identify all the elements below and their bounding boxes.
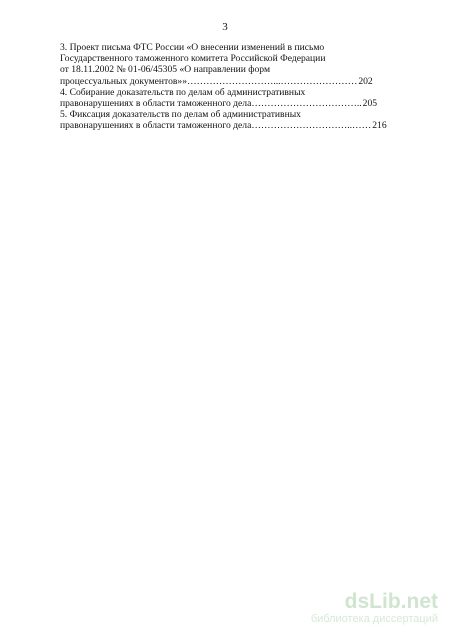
toc-entry-line: правонарушениях в области таможенного дела…………………………….. [60, 98, 362, 110]
page-number: 3 [222, 21, 228, 33]
toc-entry-last-line [60, 98, 416, 109]
toc-entry-line: правонарушениях в области таможенного дела…………………………..…… [60, 120, 372, 132]
toc-entry-last-line [60, 76, 416, 87]
watermark-logo: dsLib.net [344, 590, 438, 613]
toc-entry-5 [60, 109, 416, 131]
toc-entry-line: процессуальных документов»»………………………...…………………… [60, 75, 358, 87]
table-of-contents [60, 42, 416, 132]
toc-entry-line: 5. Фиксация доказательств по делам об административных [60, 109, 301, 121]
toc-entry-4 [60, 87, 416, 109]
toc-entry-line: 3. Проект письма ФТС России «О внесении изменений в письмо [60, 42, 325, 53]
watermark [248, 591, 438, 629]
toc-entry-line: от 18.11.2002 № 01-06/45305 «О направлении форм [60, 64, 271, 76]
toc-entry-page: 205 [362, 98, 378, 110]
watermark-tagline: библиотека диссертаций [310, 613, 438, 625]
toc-entry-page: 216 [372, 120, 387, 132]
toc-entry-line: Государственного таможенного комитета Российской Федерации [60, 53, 326, 65]
toc-entry-3 [60, 42, 416, 87]
toc-entry-line: 4. Собирание доказательств по делам об административных [60, 86, 306, 98]
toc-entry-last-line [60, 120, 416, 131]
toc-entry-page: 202 [358, 75, 373, 87]
